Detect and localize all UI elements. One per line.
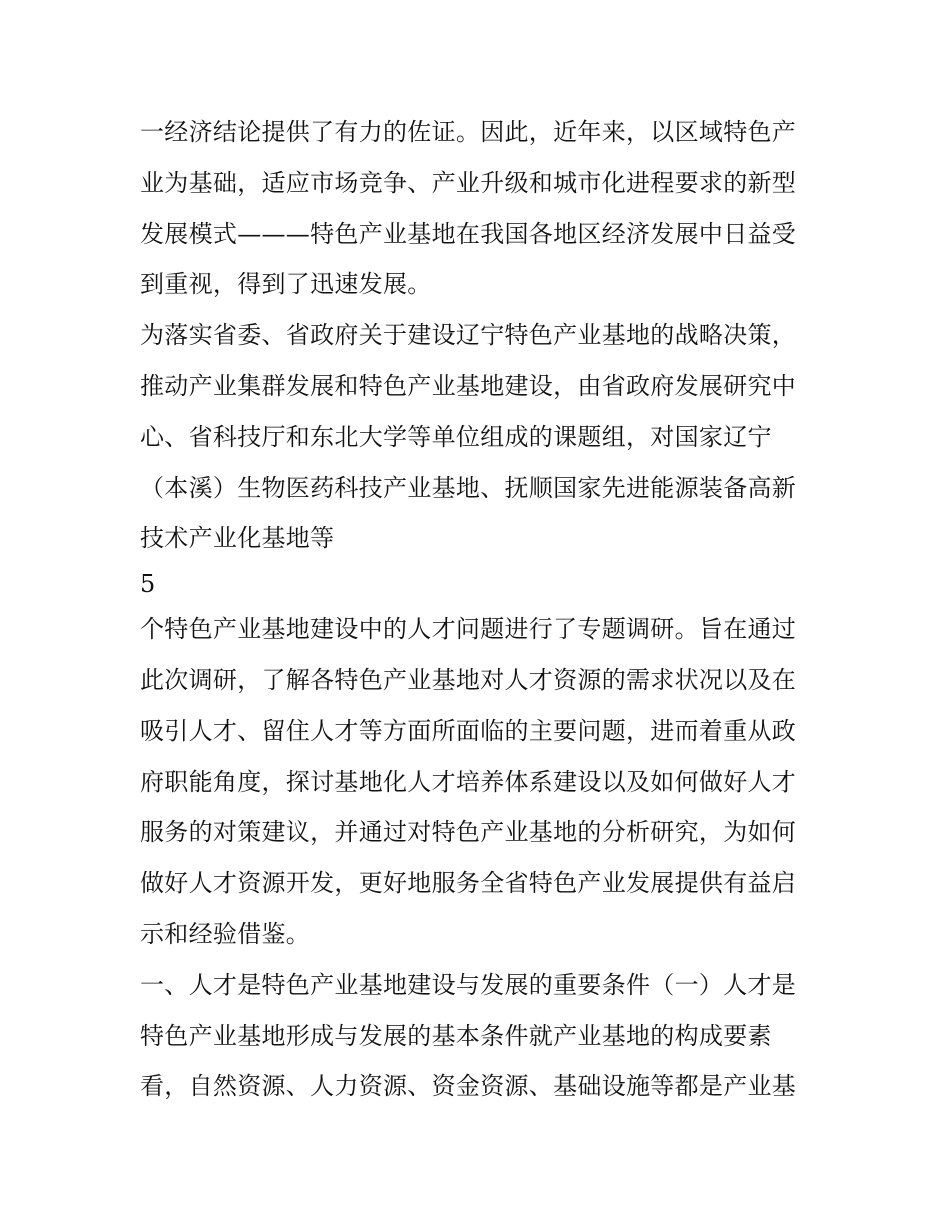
body-text bbox=[140, 107, 820, 1112]
text-line: 看，自然资源、人力资源、资金资源、基础设施等都是产业基 bbox=[140, 1072, 797, 1101]
text-line: 服务的对策建议，并通过对特色产业基地的分析研究，为如何 bbox=[140, 818, 797, 847]
text-line: 府职能角度，探讨基地化人才培养体系建设以及如何做好人才 bbox=[140, 767, 797, 796]
text-line: 吸引人才、留住人才等方面所面临的主要问题，进而着重从政 bbox=[140, 716, 797, 745]
text-line: 做好人才资源开发，更好地服务全省特色产业发展提供有益启 bbox=[140, 869, 797, 898]
text-line: 特色产业基地形成与发展的基本条件就产业基地的构成要素 bbox=[140, 1021, 772, 1050]
section-heading-line: 一、人才是特色产业基地建设与发展的重要条件（一）人才是 bbox=[140, 970, 797, 999]
text-line: 到重视，得到了迅速发展。 bbox=[140, 270, 432, 299]
text-line: 此次调研，了解各特色产业基地对人才资源的需求状况以及在 bbox=[140, 665, 797, 694]
inline-number: 5 bbox=[140, 570, 156, 599]
text-line: 业为基础，适应市场竞争、产业升级和城市化进程要求的新型 bbox=[140, 168, 797, 197]
text-line: （本溪）生物医药科技产业基地、抚顺国家先进能源装备高新 bbox=[140, 473, 797, 502]
text-line: 示和经验借鉴。 bbox=[140, 919, 311, 948]
text-line: 发展模式———特色产业基地在我国各地区经济发展中日益受 bbox=[140, 219, 797, 248]
text-line: 一经济结论提供了有力的佐证。因此，近年来，以区域特色产 bbox=[140, 118, 797, 146]
text-line: 技术产业化基地等 bbox=[140, 524, 335, 553]
text-line: 心、省科技厅和东北大学等单位组成的课题组，对国家辽宁 bbox=[140, 422, 772, 451]
text-line: 个特色产业基地建设中的人才问题进行了专题调研。旨在通过 bbox=[140, 615, 797, 644]
text-line: 为落实省委、省政府关于建设辽宁特色产业基地的战略决策， bbox=[140, 321, 797, 350]
text-line: 推动产业集群发展和特色产业基地建设，由省政府发展研究中 bbox=[140, 371, 797, 400]
